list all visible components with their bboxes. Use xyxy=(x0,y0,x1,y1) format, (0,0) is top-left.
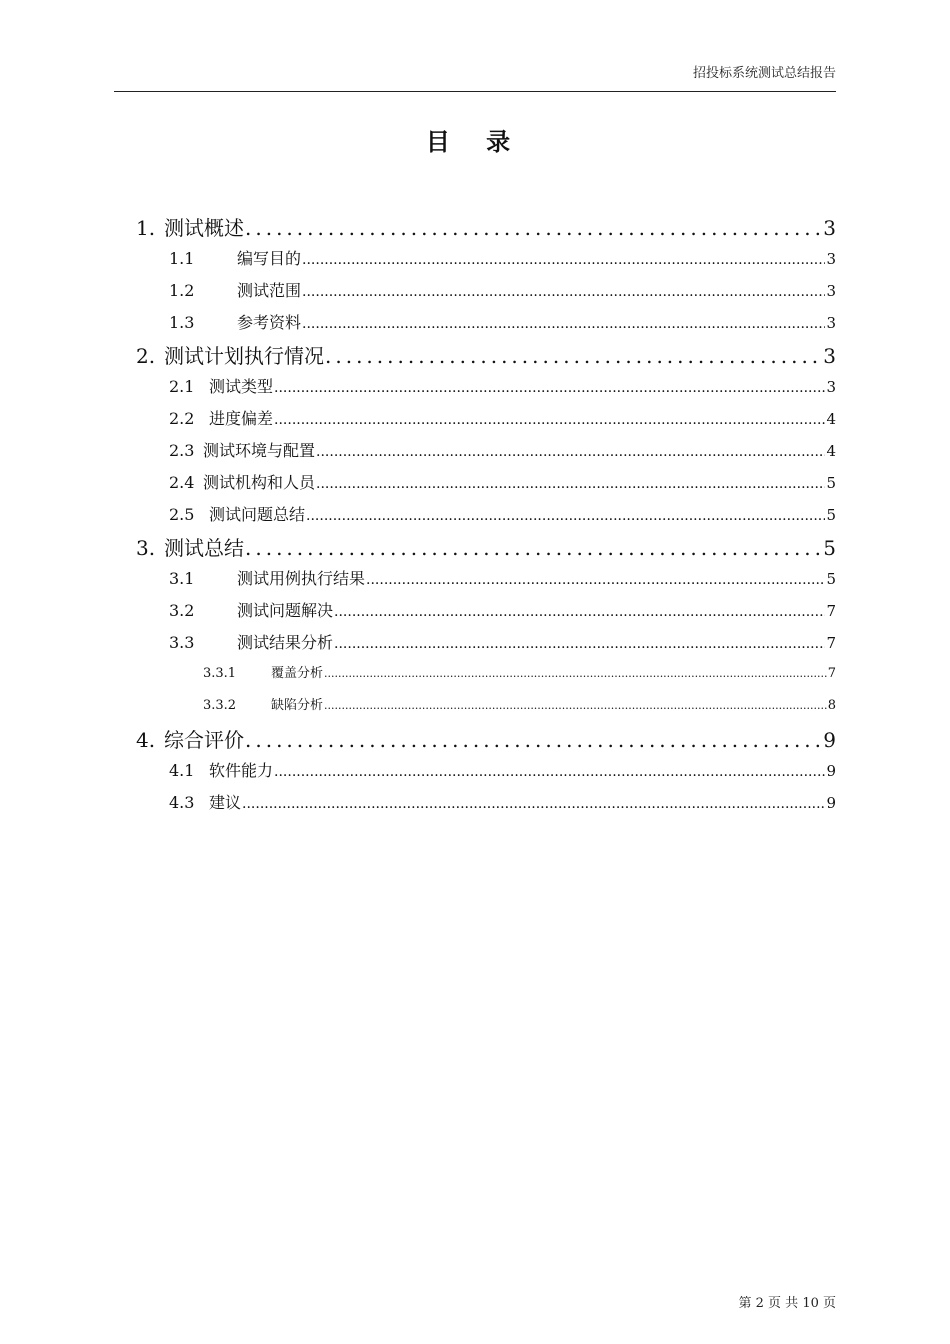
toc-entry-page: 4 xyxy=(826,410,836,428)
toc-entry-label: 测试问题总结 xyxy=(209,505,306,524)
toc-entry-number: 2.3 xyxy=(169,441,195,460)
toc-entry-label: 缺陷分析 xyxy=(271,698,324,713)
toc-leader-dots xyxy=(306,508,825,524)
toc-entry-page: 3 xyxy=(826,314,836,332)
toc-entry-number: 4.3 xyxy=(169,793,195,812)
toc-entry-number: 1. xyxy=(136,216,156,240)
toc-leader-dots xyxy=(302,284,825,300)
toc-entry[interactable] xyxy=(169,566,836,588)
toc-entry-label: 软件能力 xyxy=(209,761,274,780)
toc-entry-label: 测试环境与配置 xyxy=(203,441,316,460)
toc-leader-dots xyxy=(324,667,827,680)
toc-entry-label: 综合评价 xyxy=(164,728,244,752)
toc-leader-dots xyxy=(302,252,825,268)
toc-leader-dots xyxy=(242,796,825,812)
toc-leader-dots xyxy=(316,476,825,492)
toc-entry-page: 9 xyxy=(823,728,836,752)
toc-leader-dots xyxy=(324,699,827,712)
toc-entry-label: 测试结果分析 xyxy=(237,633,334,652)
toc-entry-label: 编写目的 xyxy=(237,249,302,268)
toc-entry-number: 1.1 xyxy=(169,249,195,268)
toc-entry-label: 测试机构和人员 xyxy=(203,473,316,492)
toc-entry-label: 测试范围 xyxy=(237,281,302,300)
toc-entry-label: 测试总结 xyxy=(164,536,244,560)
toc-entry-page: 5 xyxy=(823,536,836,560)
toc-entry-label: 测试计划执行情况 xyxy=(164,344,324,368)
toc-leader-dots xyxy=(366,572,825,588)
toc-entry-label: 参考资料 xyxy=(237,313,302,332)
toc-entry-page: 3 xyxy=(826,282,836,300)
toc-entry-page: 3 xyxy=(826,250,836,268)
toc-entry-page: 8 xyxy=(827,698,836,713)
toc-leader-dots xyxy=(334,636,825,652)
toc-leader-dots xyxy=(274,764,825,780)
toc-entry[interactable] xyxy=(169,790,836,812)
toc-entry-number: 3. xyxy=(136,536,156,560)
header-title: 招投标系统测试总结报告 xyxy=(692,66,836,81)
toc-entry[interactable] xyxy=(169,598,836,620)
toc-entry-number: 1.3 xyxy=(169,313,195,332)
toc-entry-page: 9 xyxy=(826,762,836,780)
toc-entry-number: 4. xyxy=(136,728,156,752)
toc-entry-page: 7 xyxy=(826,602,836,620)
toc-entry[interactable] xyxy=(136,212,836,238)
toc-entry[interactable] xyxy=(136,724,836,750)
toc-entry-page: 9 xyxy=(826,794,836,812)
toc-leader-dots xyxy=(316,444,825,460)
toc-entry-number: 3.3.1 xyxy=(203,666,237,681)
toc-entry-page: 3 xyxy=(823,216,836,240)
toc-entry-number: 3.1 xyxy=(169,569,195,588)
toc-leader-dots xyxy=(245,536,822,560)
page-header xyxy=(114,62,836,92)
toc-entry[interactable] xyxy=(136,532,836,558)
toc-entry-label: 测试类型 xyxy=(209,377,274,396)
toc-entry[interactable] xyxy=(169,502,836,524)
toc-entry[interactable] xyxy=(169,246,836,268)
toc-entry[interactable] xyxy=(203,662,836,680)
toc-entry-page: 7 xyxy=(826,634,836,652)
toc-entry-number: 2. xyxy=(136,344,156,368)
page-title: 目 录 xyxy=(425,127,525,156)
toc-entry[interactable] xyxy=(169,406,836,428)
toc-leader-dots xyxy=(302,316,825,332)
toc-entry-label: 覆盖分析 xyxy=(271,666,324,681)
toc-entry-number: 3.2 xyxy=(169,601,195,620)
toc-entry-number: 3.3.2 xyxy=(203,698,237,713)
toc-leader-dots xyxy=(245,728,822,752)
toc-entry-page: 7 xyxy=(827,666,836,681)
toc-entry-page: 4 xyxy=(826,442,836,460)
toc-entry[interactable] xyxy=(136,340,836,366)
toc-entry-page: 5 xyxy=(826,506,836,524)
toc-entry[interactable] xyxy=(169,758,836,780)
toc-entry-label: 测试用例执行结果 xyxy=(237,569,366,588)
toc-entry-number: 4.1 xyxy=(169,761,195,780)
toc-entry-number: 2.1 xyxy=(169,377,195,396)
toc-entry-number: 3.3 xyxy=(169,633,195,652)
toc-entry[interactable] xyxy=(169,374,836,396)
toc-entry-page: 5 xyxy=(826,474,836,492)
toc-entry-number: 1.2 xyxy=(169,281,195,300)
toc-entry-label: 进度偏差 xyxy=(209,409,274,428)
toc-entry-page: 5 xyxy=(826,570,836,588)
toc-entry[interactable] xyxy=(169,470,836,492)
toc-entry[interactable] xyxy=(169,310,836,332)
toc-entry-number: 2.4 xyxy=(169,473,195,492)
toc-leader-dots xyxy=(274,380,825,396)
toc-entry[interactable] xyxy=(169,278,836,300)
toc-entry-page: 3 xyxy=(823,344,836,368)
page-footer: 第 2 页 共 10 页 xyxy=(738,1296,836,1311)
toc-entry-page: 3 xyxy=(826,378,836,396)
toc-leader-dots xyxy=(245,216,822,240)
toc-entry[interactable] xyxy=(203,694,836,712)
toc-leader-dots xyxy=(325,344,822,368)
toc-leader-dots xyxy=(274,412,825,428)
toc-entry-number: 2.5 xyxy=(169,505,195,524)
toc-entry-label: 测试问题解决 xyxy=(237,601,334,620)
toc-entry-label: 测试概述 xyxy=(164,216,244,240)
toc-entry[interactable] xyxy=(169,438,836,460)
toc-entry[interactable] xyxy=(169,630,836,652)
toc-entry-label: 建议 xyxy=(209,793,242,812)
toc-leader-dots xyxy=(334,604,825,620)
toc-entry-number: 2.2 xyxy=(169,409,195,428)
